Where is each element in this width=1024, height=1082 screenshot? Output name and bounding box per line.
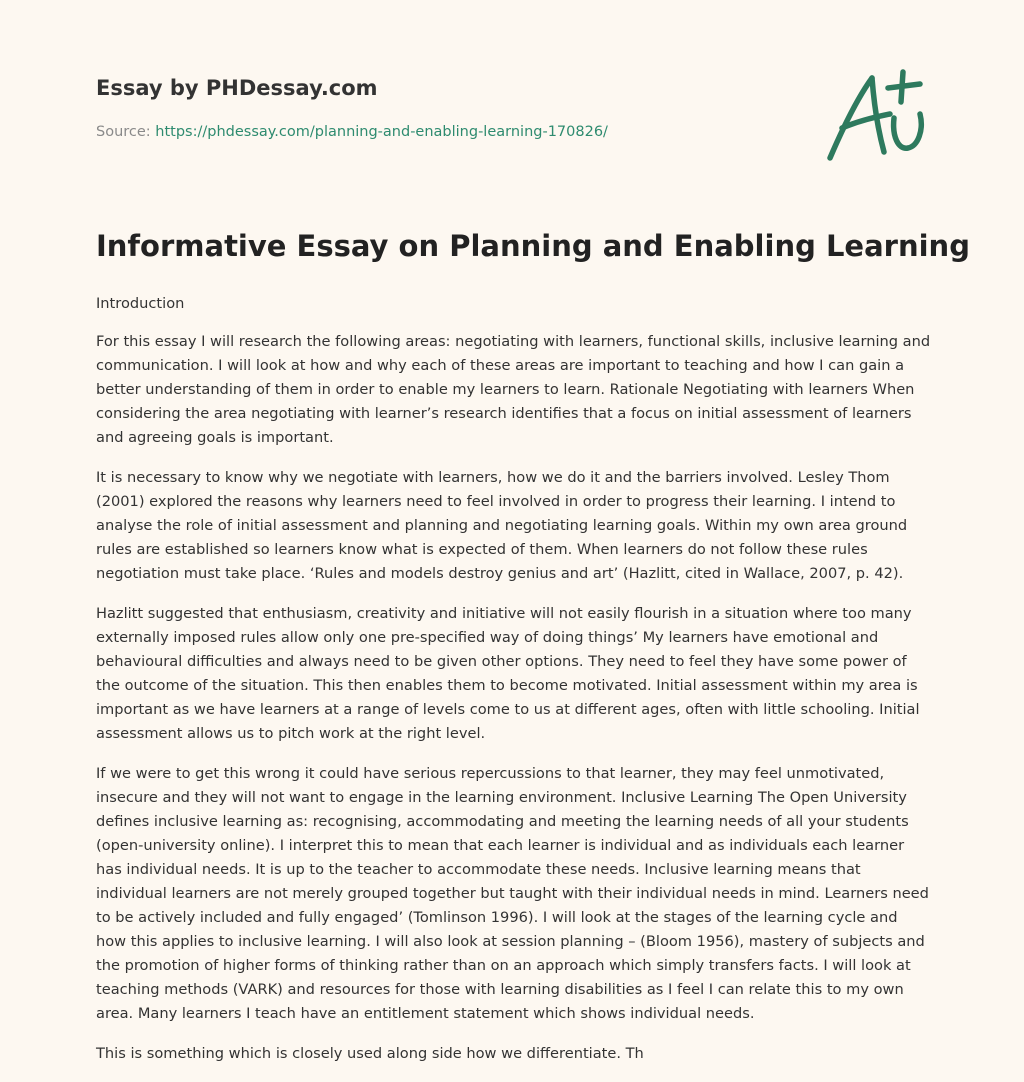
page-header bbox=[96, 0, 928, 200]
a-plus-logo-icon bbox=[826, 66, 930, 166]
essay-paragraph: It is necessary to know why we negotiate with learners, how we do it and the barriers involved. Lesley Thom (2001) explored the reasons why learners need to feel involved in order to progress their learning. I intend to analyse the role of initial assessment and planning and negotiating learning goals. Within my own area ground rules are established so learners know what is expected of them. When learners do not follow these rules negotiation must take place. ‘Rules and models destroy genius and art’ (Hazlitt, cited in Wallace, 2007, p. 42). bbox=[96, 469, 908, 582]
essay-content bbox=[96, 224, 970, 1082]
brand-title: Essay by PHDessay.com bbox=[96, 76, 378, 100]
source-label: Source: bbox=[96, 124, 151, 140]
essay-paragraph: This is something which is closely used along side how we differentiate. Th bbox=[96, 1045, 644, 1062]
source-line bbox=[96, 124, 608, 140]
essay-paragraph: If we were to get this wrong it could have serious repercussions to that learner, they may feel unmotivated, insecure and they will not want to engage in the learning environment. Inclusive Learning The Open University defines inclusive learning as: recognising, accommodating and meeting the learning needs of all your students (open-university online). I interpret this to mean that each learner is individual and as individuals each learner has individual needs. It is up to the teacher to accommodate these needs. Inclusive learning means that individual learners are not merely grouped together but taught with their individual needs in mind. Learners need to be actively included and fully engaged’ (Tomlinson 1996). I will look at the stages of the learning cycle and how this applies to inclusive learning. I will also look at session planning – (Bloom 1956), mastery of subjects and the promotion of higher forms of thinking rather than on an approach which simply transfers facts. I will look at teaching methods (VARK) and resources for those with learning disabilities as I feel I can relate this to my own area. Many learners I teach have an entitlement statement which shows individual needs. bbox=[96, 765, 929, 1022]
essay-paragraph: Introduction bbox=[96, 295, 185, 312]
essay-title: Informative Essay on Planning and Enabling Learning bbox=[96, 229, 970, 263]
essay-paragraph: Hazlitt suggested that enthusiasm, creativity and initiative will not easily flourish in a situation where too many externally imposed rules allow only one pre-specified way of doing things’ My learners have emotional and behavioural difficulties and always need to be given other options. They need to feel they have some power of the outcome of the situation. This then enables them to become motivated. Initial assessment within my area is important as we have learners at a range of levels come to us at different ages, often with little schooling. Initial assessment allows us to pitch work at the right level. bbox=[96, 605, 920, 742]
essay-paragraph: For this essay I will research the following areas: negotiating with learners, functional skills, inclusive learning and communication. I will look at how and why each of these areas are important to teaching and how I can gain a better understanding of them in order to enable my learners to learn. Rationale Negotiating with learners When considering the area negotiating with learner’s research identifies that a focus on initial assessment of learners and agreeing goals is important. bbox=[96, 333, 931, 446]
source-link[interactable]: https://phdessay.com/planning-and-enabling-learning-170826/ bbox=[155, 124, 608, 140]
